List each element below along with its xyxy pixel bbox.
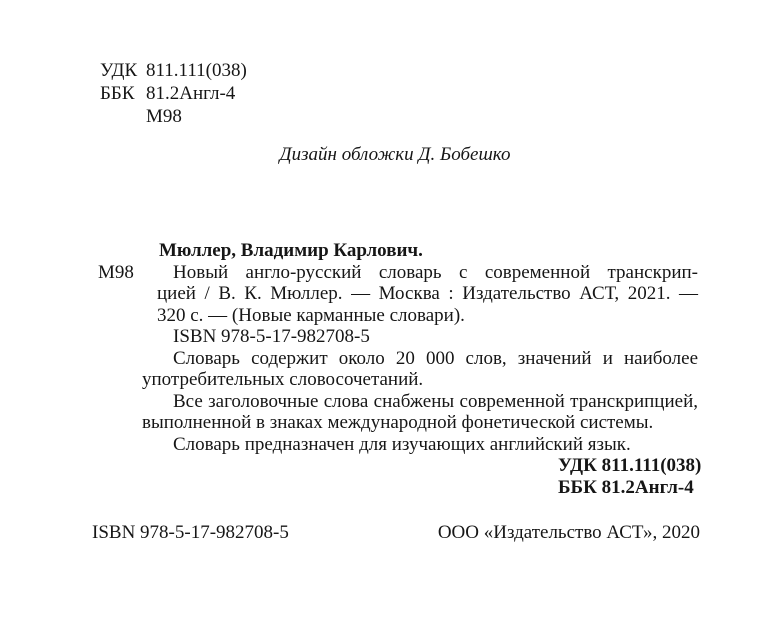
annotation-line: Словарь предназначен для изучающих английский язык. [173,433,631,455]
catalog-card [0,240,768,498]
bibliographic-description [157,262,698,348]
footer-publisher: ООО «Издательство АСТ», 2020 [437,522,700,543]
entry-code: М98 [98,261,134,283]
udc-code-bold: УДК 811.111(038) [558,455,702,476]
imprint-footer [92,522,700,544]
annotation-line: употребительных словосочетаний. [142,369,424,390]
annotation [142,348,698,456]
footer-isbn: ISBN 978-5-17-982708-5 [92,522,289,543]
udc-label: УДК [100,60,138,81]
bbk-code-bold: ББК 81.2Англ-4 [558,476,694,498]
author-heading: Мюллер, Владимир Карлович. [159,240,423,261]
bib-line: Новый англо-русский словарь с современной транскрип- [173,261,698,283]
author-sign-row [100,105,247,128]
bbk-label: ББК [100,83,135,104]
bib-line: цией / В. К. Мюллер. — Москва : Издательство АСТ, 2021. — [157,283,698,304]
annotation-line: Словарь содержит около 20 000 слов, значений и наиболее [173,347,698,369]
author-sign-value: М98 [146,106,182,127]
cover-designer-credit: Дизайн обложки Д. Бобешко [279,144,511,165]
bbk-row [100,82,247,105]
bib-line: 320 с. — (Новые карманные словари). [157,304,465,326]
udc-value: 811.111(038) [146,60,247,81]
card-classification-codes [558,455,768,498]
top-classification-block [100,59,247,128]
isbn-line: ISBN 978-5-17-982708-5 [173,326,370,347]
udc-row [100,59,247,82]
annotation-line: Все заголовочные слова снабжены современной транскрипцией, [173,390,698,412]
author-sign-label [100,105,146,128]
bbk-value: 81.2Англ-4 [146,83,236,104]
annotation-line: выполненной в знаках международной фонетической системы. [142,412,654,433]
